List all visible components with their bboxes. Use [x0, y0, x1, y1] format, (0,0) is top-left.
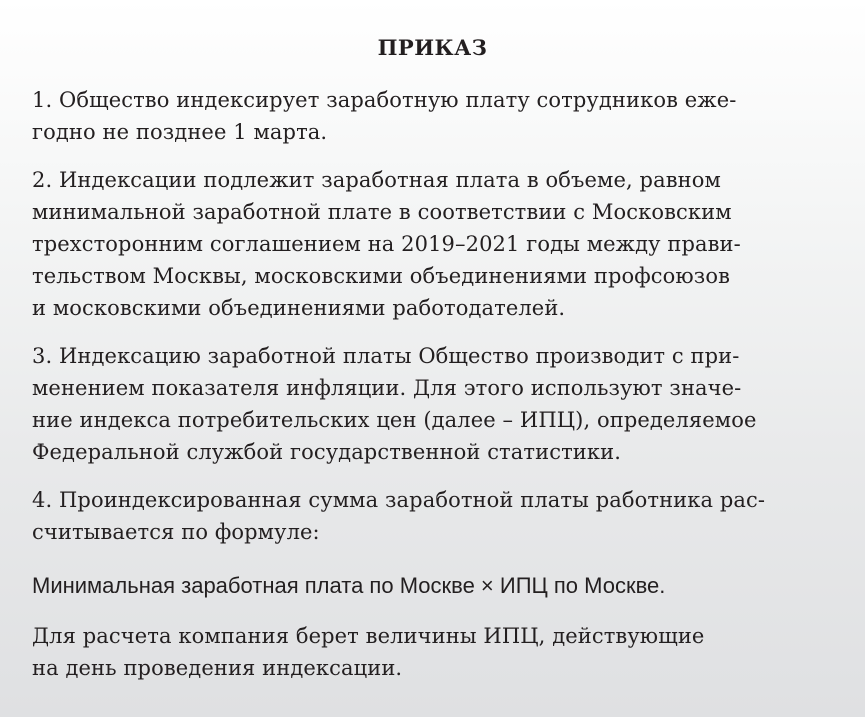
paragraph-1 [32, 84, 832, 148]
paragraph-line: тельством Москвы, московскими объединениями профсоюзов [32, 264, 731, 288]
paragraph-line: трехсторонним соглашением на 2019–2021 годы между прави- [32, 232, 741, 256]
paragraph-line: считывается по формуле: [32, 520, 320, 544]
paragraph-4 [32, 484, 832, 548]
paragraph-line: Федеральной службой государственной статистики. [32, 440, 621, 464]
paragraph-2 [32, 164, 832, 324]
paragraph-line: годно не позднее 1 марта. [32, 120, 328, 144]
document-title: ПРИКАЗ [377, 35, 488, 60]
paragraph-line: менением показателя инфляции. Для этого используют значе- [32, 376, 742, 400]
paragraph-line: 2. Индексации подлежит заработная плата в объеме, равном [32, 168, 721, 192]
paragraph-line: и московскими объединениями работодателей. [32, 296, 566, 320]
formula-text: Минимальная заработная плата по Москве × ИПЦ по Москве. [32, 573, 666, 598]
closing-paragraph [32, 620, 832, 684]
paragraph-line: ние индекса потребительских цен (далее – ИПЦ), определяемое [32, 408, 757, 432]
paragraph-3 [32, 340, 832, 468]
paragraph-line: на день проведения индексации. [32, 656, 403, 680]
paragraph-line: 3. Индексацию заработной платы Общество производит с при- [32, 344, 740, 368]
paragraph-line: 1. Общество индексирует заработную плату сотрудников еже- [32, 88, 737, 112]
paragraph-line: Для расчета компания берет величины ИПЦ, действующие [32, 624, 705, 648]
paragraph-line: минимальной заработной плате в соответствии с Московским [32, 200, 732, 224]
paragraph-line: 4. Проиндексированная сумма заработной платы работника рас- [32, 488, 766, 512]
